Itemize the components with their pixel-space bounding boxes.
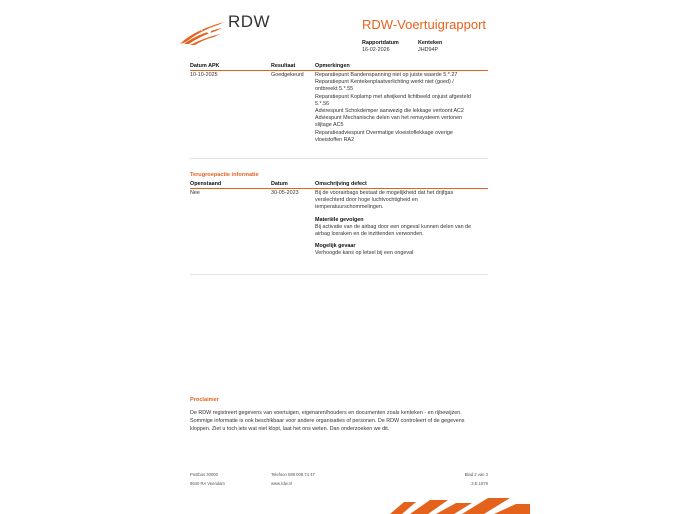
recall-description — [315, 190, 487, 258]
remark-line: Advirespunt Schokdemper aanwezig die lekkage vertoont AC2 — [315, 108, 464, 115]
recall-table-header — [190, 181, 488, 189]
table-row — [190, 71, 488, 159]
document-title: RDW-Voertuigrapport — [362, 17, 487, 32]
remark-line: Reparatieadviespunt Overmatige vloeistoflekkage overige — [315, 129, 453, 136]
defect-line: temperatuurschommelingen. — [315, 204, 384, 211]
proclaimer-line: De RDW registreert gegevens van voertuigen, eigenaren/houders en documenten zoals kenteken - en rijbewijzen. — [190, 410, 462, 416]
remark-line: Reparatiepunt Bandenspanning niet op juiste waarde 5.*.27 — [315, 72, 458, 78]
defect-line: verslechterd door hoge luchtvochtigheid en — [315, 197, 418, 204]
danger-title: Mogelijk gevaar — [315, 243, 356, 250]
defect-line: Bij de voorairbags bestaat de mogelijkheid dat het drijfgas — [315, 190, 454, 196]
consequences-title: Materiële gevolgen — [315, 216, 364, 223]
proclaimer-line: kloppen. Ziet u toch iets wat niet klopt, laat het ons weten. Dan onderzoeken we dit. — [190, 426, 390, 432]
apk-date: 10-10-2025 — [190, 72, 218, 78]
remark-line: 5.*.56 — [315, 100, 330, 107]
proclaimer-line: Sommige informatie is ook beschikbaar voor andere organisaties of personen. De RDW controleert of de gegevens — [190, 418, 465, 424]
recall-table — [190, 181, 488, 275]
proclaimer-title: Proclaimer — [190, 397, 219, 403]
apk-header-remarks: Opmerkingen — [315, 63, 350, 69]
recall-header-defect: Omschrijving defect — [315, 181, 367, 187]
apk-header-date: Datum APK — [190, 63, 220, 69]
remark-line: Reparatiepunt Kentekenplaatverlichting werkt niet (goed) / — [315, 79, 454, 86]
footer-contact — [271, 470, 315, 488]
rdw-wing-logo-icon — [178, 20, 226, 46]
consequence-line: airbag losraken en de inzittenden verwonden. — [315, 231, 424, 238]
decorative-stripes-icon — [370, 498, 530, 514]
apk-table-header — [190, 63, 488, 71]
footer-city: 9640 RA Veendam — [190, 481, 225, 486]
apk-table — [190, 63, 488, 159]
footer-postbus: Postbus 30000 — [190, 472, 218, 477]
remark-line: slijtage AC5 — [315, 122, 344, 129]
logo-text: RDW — [228, 12, 271, 31]
plate-block — [418, 40, 442, 54]
footer-page-number: Blad 2 van 3 — [464, 472, 488, 477]
danger-line: Verhoogde kans op letsel bij een ongeval — [315, 250, 414, 257]
remark-line: Adviespunt Mechanische delen van het remsysteem vertonen — [315, 115, 463, 122]
footer-phone: Telefoon 088 008 74 47 — [271, 472, 315, 477]
footer-page-info — [464, 470, 488, 488]
recall-date: 30-05-2023 — [271, 190, 299, 196]
consequence-line: Bij activatie van de airbag door een ongeval kunnen delen van de — [315, 223, 472, 230]
plate-value: JHD94P — [418, 47, 439, 53]
remark-line: Reparatiepunt Koplamp met afwijkend lichtbeeld onjuist afgesteld — [315, 93, 471, 100]
row-divider — [190, 158, 488, 159]
recall-header-date: Datum — [271, 181, 288, 187]
footer-code: 3.E.1878 — [471, 481, 488, 486]
apk-header-result: Resultaat — [271, 63, 296, 69]
report-date-block — [362, 40, 399, 54]
recall-open: Nee — [190, 190, 200, 196]
recall-header-open: Openstaand — [190, 181, 222, 187]
recall-section-title: Terugroepactie informatie — [190, 172, 259, 178]
remark-line: ontbreekt 5.*.55 — [315, 86, 354, 93]
table-row — [190, 189, 488, 275]
report-date-value: 16-02-2026 — [362, 47, 390, 53]
row-divider — [190, 274, 488, 275]
plate-label: Kenteken — [418, 40, 443, 46]
apk-remarks — [315, 72, 487, 144]
report-date-label: Rapportdatum — [362, 40, 399, 46]
footer-address — [190, 470, 225, 488]
footer-site[interactable]: www.rdw.nl — [271, 481, 292, 486]
apk-result: Goedgekeurd — [271, 72, 304, 78]
remark-line: vloeistoffen RA2 — [315, 136, 355, 143]
proclaimer-text — [190, 409, 490, 433]
